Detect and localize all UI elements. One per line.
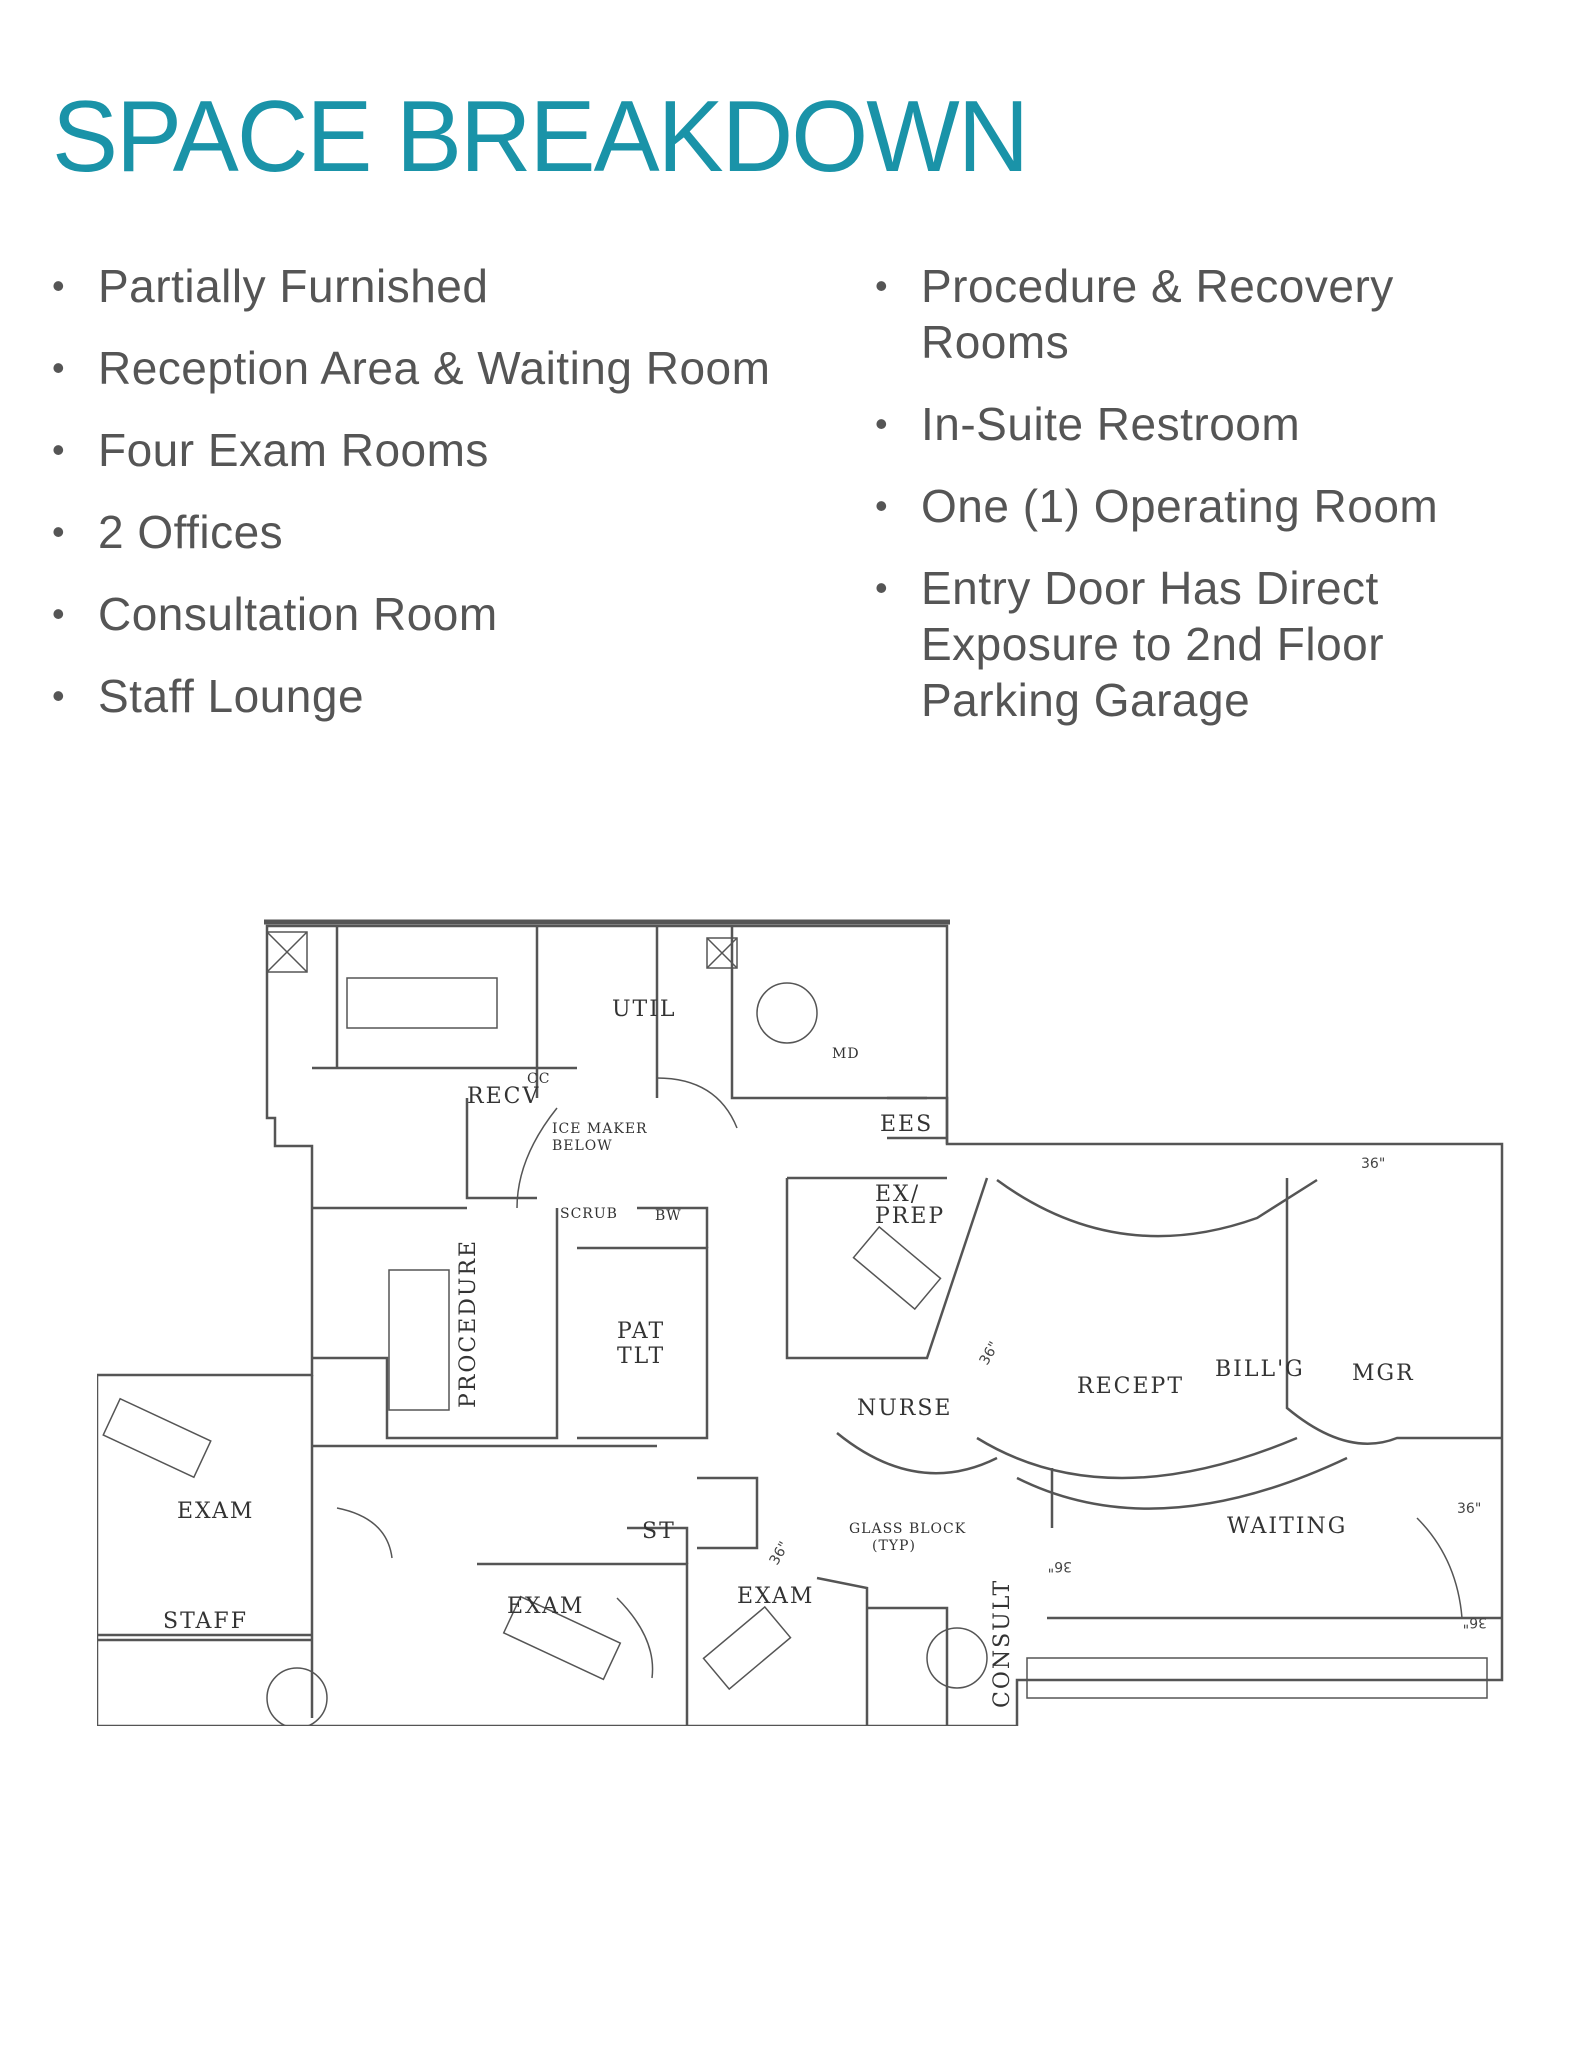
page-title: SPACE BREAKDOWN (52, 81, 1028, 193)
room-label-bw: BW (655, 1208, 682, 1224)
room-label-ees: EES (880, 1112, 934, 1137)
room-label-md: MD (832, 1046, 860, 1062)
feature-list-right (875, 258, 1555, 754)
bullet-icon: • (875, 403, 889, 444)
list-item-text: Procedure & Recovery Rooms (921, 260, 1394, 368)
room-label-exam-left: EXAM (177, 1499, 255, 1524)
room-label-glass-block-1: GLASS BLOCK (849, 1521, 967, 1537)
list-item-text: Staff Lounge (98, 670, 365, 722)
room-label-util: UTIL (612, 997, 677, 1022)
bullet-icon: • (52, 511, 66, 552)
room-label-st: ST (642, 1519, 676, 1544)
floor-plan-drawing (97, 918, 1507, 1726)
bullet-icon: • (52, 593, 66, 634)
list-item-text: One (1) Operating Room (921, 480, 1439, 532)
dimension-label: 36" (766, 1538, 793, 1568)
room-label-scrub: SCRUB (560, 1206, 618, 1222)
list-item (52, 586, 812, 642)
dimension-label: 36" (1047, 1558, 1072, 1574)
room-label-exam-mid: EXAM (507, 1594, 585, 1619)
room-label-billg: BILL'G (1215, 1357, 1305, 1382)
list-item (875, 478, 1555, 534)
room-label-recv: RECV (467, 1084, 541, 1109)
room-label-ex-prep-1: EX/ (875, 1182, 921, 1207)
room-label-ex-prep-2: PREP (875, 1204, 946, 1229)
feature-list-left (52, 258, 812, 750)
room-label-ice-maker-below: BELOW (552, 1138, 613, 1154)
list-item (52, 258, 812, 314)
room-label-procedure: PROCEDURE (456, 1238, 481, 1408)
dimension-label: 36" (1462, 1614, 1487, 1630)
list-item (52, 668, 812, 724)
list-item (875, 258, 1555, 370)
room-label-nurse: NURSE (857, 1396, 953, 1421)
bullet-icon: • (875, 265, 889, 306)
list-item (52, 422, 812, 478)
list-item-text: 2 Offices (98, 506, 284, 558)
dimension-label: 36" (1361, 1156, 1386, 1172)
room-label-glass-block-2: (TYP) (872, 1538, 916, 1554)
list-item-text: Reception Area & Waiting Room (98, 342, 771, 394)
room-label-recept: RECEPT (1077, 1374, 1184, 1399)
room-label-exam-right: EXAM (737, 1584, 815, 1609)
room-label-waiting: WAITING (1227, 1514, 1348, 1539)
bullet-icon: • (875, 485, 889, 526)
list-item (875, 560, 1555, 728)
list-item-text: Consultation Room (98, 588, 498, 640)
bullet-icon: • (52, 347, 66, 388)
list-item (52, 504, 812, 560)
bullet-icon: • (52, 675, 66, 716)
room-label-consult: CONSULT (990, 1578, 1015, 1708)
dimension-label: 36" (976, 1338, 1003, 1368)
room-label-staff: STAFF (163, 1609, 248, 1634)
room-label-cc: CC (527, 1071, 551, 1087)
list-item-text: Entry Door Has Direct Exposure to 2nd Floor Parking Garage (921, 562, 1385, 726)
room-label-ice-maker: ICE MAKER (552, 1121, 648, 1137)
list-item-text: Partially Furnished (98, 260, 489, 312)
bullet-icon: • (875, 567, 889, 608)
room-label-pat-tlt-1: PAT (617, 1319, 666, 1344)
dimension-label: 36" (1457, 1501, 1482, 1517)
room-label-mgr: MGR (1352, 1361, 1415, 1386)
floor-plan (97, 918, 1507, 1726)
bullet-icon: • (52, 429, 66, 470)
list-item-text: In-Suite Restroom (921, 398, 1301, 450)
list-item-text: Four Exam Rooms (98, 424, 489, 476)
list-item (52, 340, 812, 396)
room-label-pat-tlt-2: TLT (617, 1344, 666, 1369)
list-item (875, 396, 1555, 452)
bullet-icon: • (52, 265, 66, 306)
